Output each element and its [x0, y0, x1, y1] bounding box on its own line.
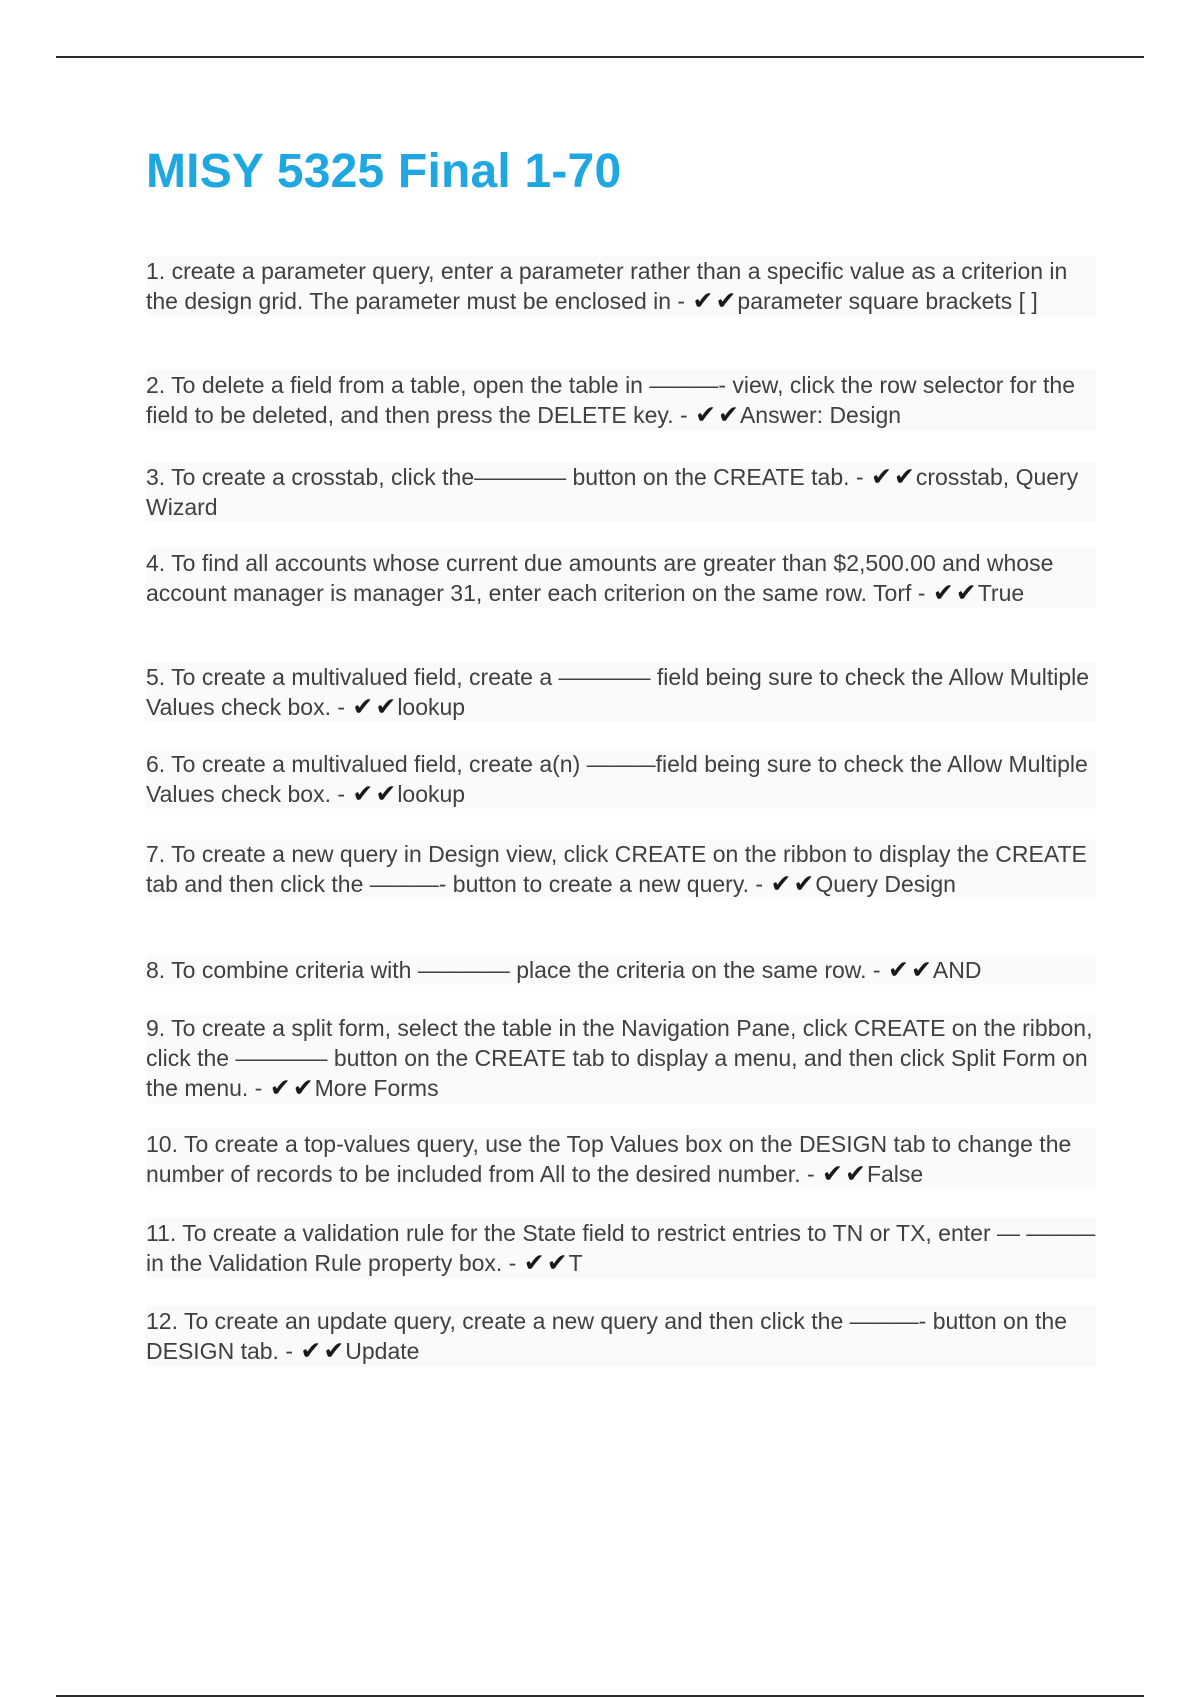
answer-checkmarks: [769, 871, 815, 897]
answer-text: True: [977, 580, 1025, 606]
qa-item: [146, 749, 1096, 809]
answer-checkmarks: [523, 1250, 569, 1276]
document-title: MISY 5325 Final 1-70: [146, 145, 622, 198]
checkmark-icon: ✔: [523, 1248, 545, 1277]
checkmark-icon: ✔: [695, 400, 717, 429]
answer-text: T: [568, 1250, 583, 1276]
checkmark-icon: ✔: [692, 286, 714, 315]
checkmark-icon: ✔: [323, 1336, 345, 1365]
checkmark-icon: ✔: [292, 1073, 314, 1102]
question-text: 1. create a parameter query, enter a parameter rather than a specific value as a criterion in the design grid. The parameter must be enclosed in -: [146, 258, 1068, 314]
checkmark-icon: ✔: [793, 869, 815, 898]
checkmark-icon: ✔: [715, 286, 737, 315]
question-text: 5. To create a multivalued field, create a ———— field being sure to check the Allow Multiple Values check box. -: [146, 664, 1090, 720]
answer-text: lookup: [397, 781, 466, 807]
top-rule: [56, 56, 1144, 58]
question-text: 10. To create a top-values query, use the Top Values box on the DESIGN tab to change the number of records to be included from All to the desired number. -: [146, 1131, 1072, 1187]
question-text: 4. To find all accounts whose current due amounts are greater than $2,500.00 and whose account manager is manager 31, enter each criterion on the same row. Torf -: [146, 550, 1054, 606]
answer-checkmarks: [351, 694, 397, 720]
qa-item: [146, 839, 1096, 899]
answer-checkmarks: [821, 1161, 867, 1187]
qa-item: [146, 548, 1096, 608]
checkmark-icon: ✔: [844, 1159, 866, 1188]
answer-text: More Forms: [314, 1075, 439, 1101]
checkmark-icon: ✔: [375, 692, 397, 721]
qa-item: [146, 370, 1096, 430]
checkmark-icon: ✔: [770, 869, 792, 898]
question-text: 11. To create a validation rule for the State field to restrict entries to TN or TX, enter — ———in the Validation Rule property box. -: [146, 1220, 1096, 1276]
question-text: 3. To create a crosstab, click the———— button on the CREATE tab. -: [146, 464, 864, 490]
checkmark-icon: ✔: [352, 692, 374, 721]
answer-checkmarks: [870, 464, 916, 490]
question-text: 7. To create a new query in Design view, click CREATE on the ribbon to display the CREATE tab and then click the ———- button to create a new query. -: [146, 841, 1087, 897]
checkmark-icon: ✔: [893, 462, 915, 491]
answer-text: Update: [345, 1338, 420, 1364]
qa-item: [146, 1218, 1096, 1278]
answer-text: lookup: [397, 694, 466, 720]
answer-checkmarks: [932, 580, 978, 606]
bottom-rule: [56, 1695, 1144, 1697]
checkmark-icon: ✔: [870, 462, 892, 491]
checkmark-icon: ✔: [546, 1248, 568, 1277]
answer-text: Answer: Design: [739, 402, 902, 428]
qa-item: [146, 256, 1096, 316]
qa-item: [146, 1129, 1096, 1189]
checkmark-icon: ✔: [269, 1073, 291, 1102]
checkmark-icon: ✔: [375, 779, 397, 808]
answer-text: Query Design: [815, 871, 956, 897]
answer-text: crosstab, Query Wizard: [146, 464, 1079, 520]
answer-text: parameter square brackets [ ]: [737, 288, 1038, 314]
checkmark-icon: ✔: [822, 1159, 843, 1188]
answer-checkmarks: [299, 1338, 345, 1364]
checkmark-icon: ✔: [955, 578, 977, 607]
checkmark-icon: ✔: [910, 955, 932, 984]
checkmark-icon: ✔: [352, 779, 374, 808]
answer-checkmarks: [694, 402, 740, 428]
qa-item: [146, 955, 1096, 985]
question-text: 9. To create a split form, select the table in the Navigation Pane, click CREATE on the ribbon, click the ———— button on the CREATE tab to display a menu, and then click Split Form on the menu. -: [146, 1015, 1093, 1101]
question-text: 6. To create a multivalued field, create a(n) ———field being sure to check the Allow Multiple Values check box. -: [146, 751, 1088, 807]
question-text: 8. To combine criteria with ———— place the criteria on the same row. -: [146, 957, 881, 983]
answer-text: AND: [932, 957, 982, 983]
checkmark-icon: ✔: [932, 578, 954, 607]
answer-text: False: [866, 1161, 924, 1187]
checkmark-icon: ✔: [887, 955, 909, 984]
question-text: 12. To create an update query, create a new query and then click the ———- button on the DESIGN tab. -: [146, 1308, 1067, 1364]
answer-checkmarks: [692, 288, 738, 314]
qa-item: [146, 1306, 1096, 1366]
qa-item: [146, 1013, 1096, 1103]
qa-item: [146, 462, 1096, 522]
qa-item: [146, 662, 1096, 722]
answer-checkmarks: [887, 957, 933, 983]
checkmark-icon: ✔: [718, 400, 739, 429]
checkmark-icon: ✔: [300, 1336, 322, 1365]
answer-checkmarks: [269, 1075, 315, 1101]
question-text: 2. To delete a field from a table, open the table in ———- view, click the row selector for the field to be deleted, and then press the DELETE key. -: [146, 372, 1075, 428]
answer-checkmarks: [351, 781, 397, 807]
